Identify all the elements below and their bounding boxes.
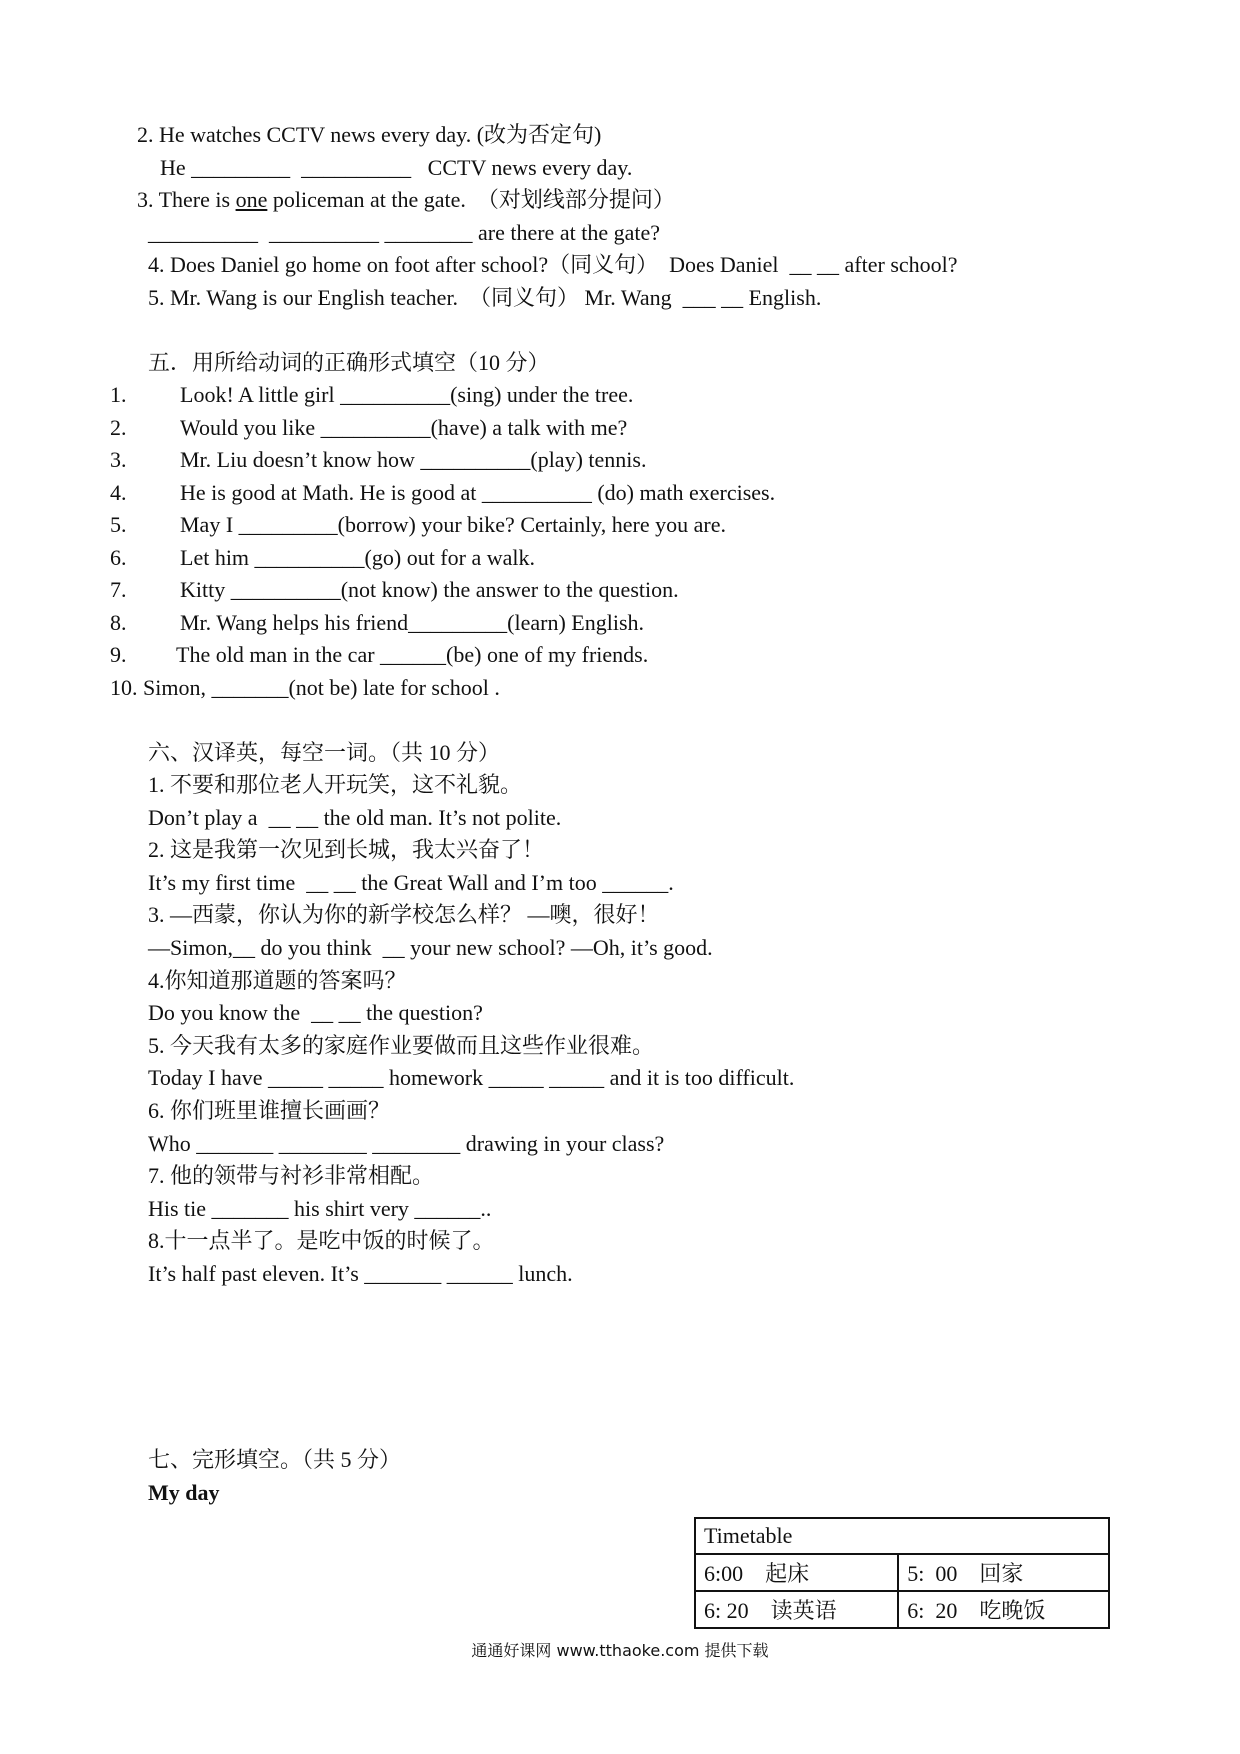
question-3-prefix: 3. There is: [137, 187, 236, 212]
section-6-line: Do you know the __ __ the question?: [148, 1000, 483, 1026]
footer-source-note: 通通好课网 www.tthaoke.com 提供下载: [471, 1641, 769, 1660]
item-number: 1.: [110, 382, 127, 407]
timetable-cell: 6: 20 吃晚饭: [898, 1591, 1109, 1628]
item-number: 9.: [110, 642, 127, 667]
section-5-item: [110, 641, 648, 669]
item-number: 6.: [110, 544, 127, 570]
section-6-line: 4.你知道那道题的答案吗？: [148, 967, 407, 993]
item-text: Look! A little girl __________(sing) under the tree.: [180, 382, 634, 407]
question-2-answer-line: He _________ __________ CCTV news every day.: [160, 155, 633, 180]
section-6-line: It’s my first time __ __ the Great Wall and I’m too ______.: [148, 869, 674, 895]
section-6-line: 7. 他的领带与衬衫非常相配。: [148, 1163, 435, 1189]
section-6-line: —Simon,__ do you think __ your new school? —Oh, it’s good.: [148, 935, 713, 960]
timetable-cell: 5: 00 回家: [898, 1554, 1109, 1591]
section-5-item: [110, 381, 633, 409]
item-text: Let him __________(go) out for a walk.: [180, 544, 535, 570]
section-5-item: [110, 414, 627, 442]
section-5-item: [110, 576, 679, 604]
section-6-line: 8.十一点半了。是吃中饭的时候了。: [148, 1228, 495, 1254]
item-number: 4.: [110, 479, 127, 505]
section-6-line: Today I have _____ _____ homework _____ _____ and it is too difficult.: [148, 1065, 795, 1091]
section-6-line: 6. 你们班里谁擅长画画？: [148, 1098, 391, 1123]
section-5-item: [110, 511, 726, 539]
section-6-line: Who _______ ________ ________ drawing in your class?: [148, 1130, 665, 1156]
question-3-answer-line: __________ __________ ________ are there at the gate?: [148, 220, 660, 245]
item-text: The old man in the car ______(be) one of my friends.: [176, 642, 649, 667]
question-3: [137, 186, 675, 214]
section-6-line: 3. —西蒙，你认为你的新学校怎么样？ —噢，很好！: [148, 902, 660, 928]
section-6-line: Don’t play a __ __ the old man. It’s not polite.: [148, 804, 562, 830]
question-5: 5. Mr. Wang is our English teacher. （同义句） Mr. Wang ___ __ English.: [148, 285, 822, 310]
question-3-suffix: policeman at the gate. （对划线部分提问）: [267, 187, 675, 212]
section-7-heading: 七、完形填空。（共 5 分）: [148, 1447, 402, 1472]
section-6-line: 5. 今天我有太多的家庭作业要做而且这些作业很难。: [148, 1032, 655, 1058]
item-number: 3.: [110, 447, 127, 472]
section-6-heading: 六、汉译英，每空一词。（共 10 分）: [148, 740, 501, 765]
item-text: Mr. Wang helps his friend_________(learn) English.: [180, 609, 645, 635]
question-3-underlined-word: one: [235, 187, 268, 212]
item-text: May I _________(borrow) your bike? Certainly, here you are.: [180, 512, 726, 537]
timetable: [694, 1517, 1110, 1629]
section-5-item-10: 10. Simon, _______(not be) late for school .: [110, 675, 500, 700]
item-text: He is good at Math. He is good at __________ (do) math exercises.: [180, 479, 776, 505]
question-4: 4. Does Daniel go home on foot after school?（同义句） Does Daniel __ __ after school?: [148, 252, 958, 277]
timetable-cell: 6: 20 读英语: [695, 1591, 898, 1628]
section-6-line: His tie _______ his shirt very ______..: [148, 1195, 492, 1221]
section-5-item: [110, 446, 646, 474]
timetable-header: Timetable: [695, 1518, 1109, 1554]
section-5-item: [110, 609, 644, 637]
item-number: 2.: [110, 414, 127, 440]
passage-title: My day: [148, 1480, 220, 1505]
item-number: 8.: [110, 609, 127, 635]
section-6-line: 1. 不要和那位老人开玩笑，这不礼貌。: [148, 772, 523, 797]
item-text: Kitty __________(not know) the answer to the question.: [180, 577, 679, 602]
section-5-item: [110, 544, 535, 572]
section-5-heading: 五．用所给动词的正确形式填空（10 分）: [148, 350, 550, 375]
item-number: 5.: [110, 512, 127, 537]
section-6-line: It’s half past eleven. It’s _______ ______ lunch.: [148, 1261, 573, 1286]
item-text: Would you like __________(have) a talk with me?: [180, 414, 628, 440]
section-6-line: 2. 这是我第一次见到长城，我太兴奋了！: [148, 837, 545, 863]
question-2: 2. He watches CCTV news every day. (改为否定句): [137, 122, 602, 147]
section-5-item: [110, 479, 775, 507]
item-text: Mr. Liu doesn’t know how __________(play) tennis.: [180, 447, 647, 472]
timetable-cell: 6:00 起床: [695, 1554, 898, 1591]
item-number: 7.: [110, 577, 127, 602]
